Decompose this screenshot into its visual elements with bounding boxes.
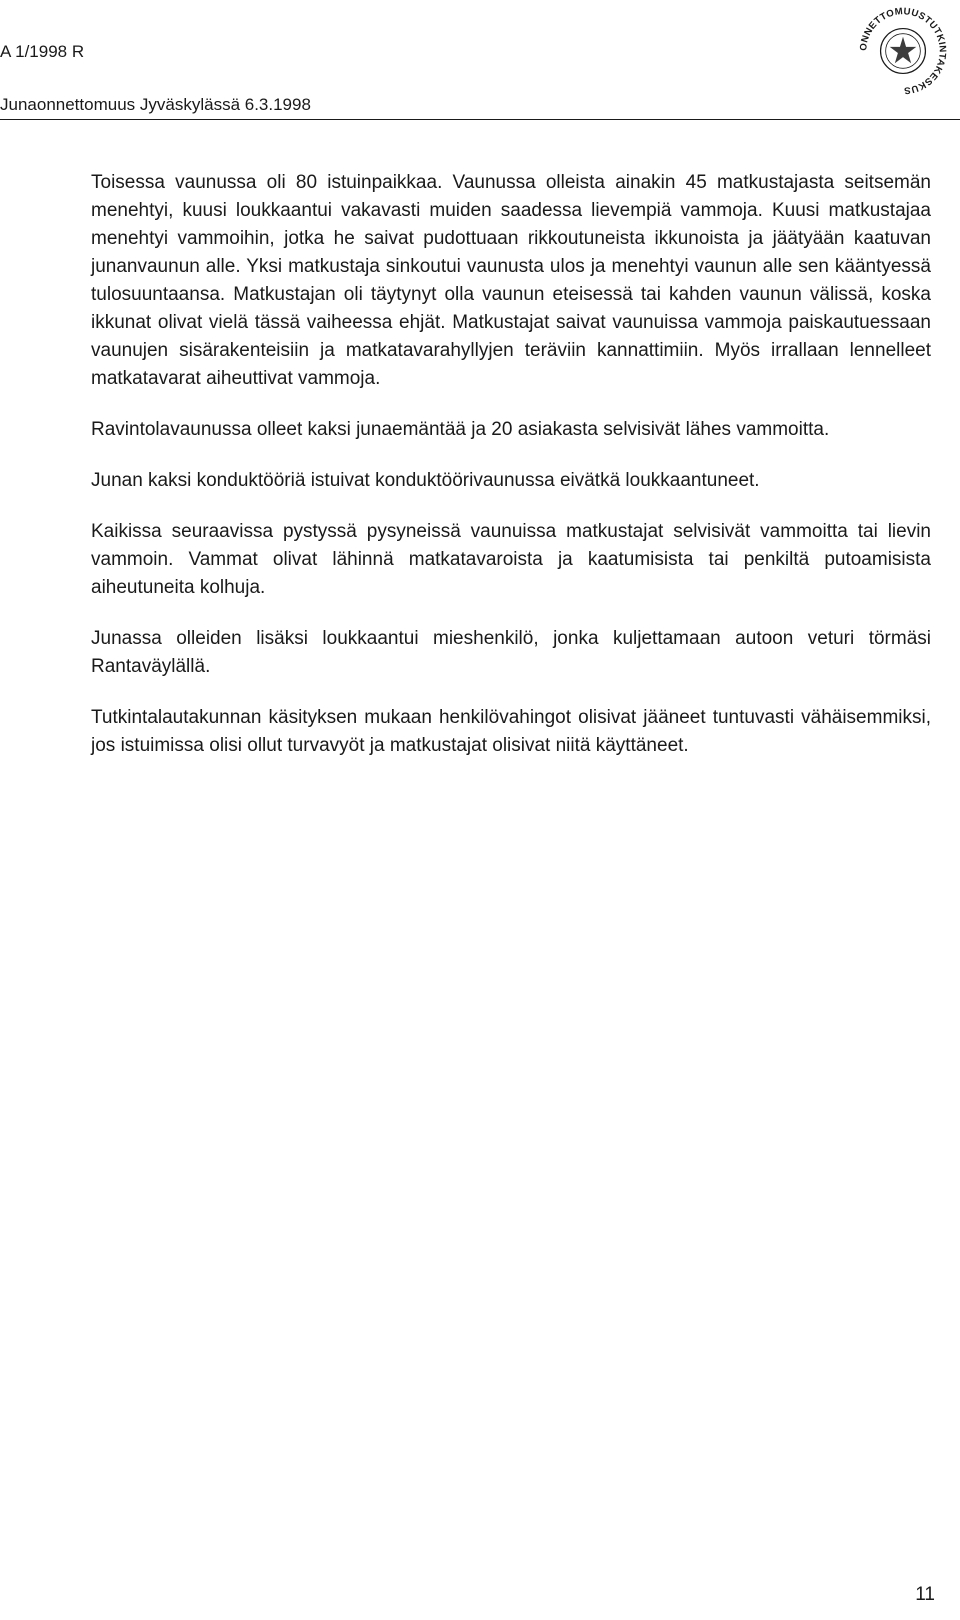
report-title: Junaonnettomuus Jyväskylässä 6.3.1998 (0, 95, 311, 114)
body-text (91, 169, 931, 783)
seal-text: ONNETTOMUUSTUTKINTAKESKUS (858, 6, 948, 96)
paragraph: Kaikissa seuraavissa pystyssä pysyneissä vaunuissa matkustajat selvisivät vammoitta tai lievin vammoin. Vammat olivat lähinnä matkatavaroista ja kaatumisista tai penkiltä putoamisista aiheutuneita kolhuja. (91, 521, 931, 598)
report-id: A 1/1998 R (0, 42, 85, 61)
paragraph: Junan kaksi konduktööriä istuivat konduktöörivaunussa eivätkä loukkaantuneet. (91, 470, 760, 491)
page-number: 11 (915, 1584, 935, 1605)
paragraph: Toisessa vaunussa oli 80 istuinpaikkaa. Vaunussa olleista ainakin 45 matkustajasta seitsemän menehtyi, kuusi loukkaantui vakavasti muiden saadessa lievempiä vammoja. Kuusi matkustajaa menehtyi vammoihin, jotka he saivat pudottuaan rikkoutuneista ikkunoista ja jäätyään kaatuvan junanvaunun alle. Yksi matkustaja sinkoutui vaunusta ulos ja menehtyi vaunun alle sen kääntyessä tulosuuntaansa. Matkustajan oli täytynyt olla vaunun eteisessä tai kahden vaunun välissä, koska ikkunat olivat vielä tässä vaiheessa ehjät. Matkustajat saivat vaunuissa vammoja paiskautuessaan vaunujen sisärakenteisiin ja matkatavarahyllyjen teräviin kannattimiin. Myös irrallaan lennelleet matkatavarat aiheuttivat vammoja. (91, 172, 931, 389)
header-divider (0, 119, 960, 120)
paragraph: Ravintolavaunussa olleet kaksi junaemäntää ja 20 asiakasta selvisivät lähes vammoitta. (91, 419, 830, 440)
paragraph: Junassa olleiden lisäksi loukkaantui mieshenkilö, jonka kuljettamaan autoon veturi törmäsi Rantaväylällä. (91, 628, 931, 677)
page-header (0, 0, 960, 114)
accident-investigation-board-seal-icon (852, 0, 954, 102)
paragraph: Tutkintalautakunnan käsityksen mukaan henkilövahingot olisivat jääneet tuntuvasti vähäisemmiksi, jos istuimissa olisi ollut turvavyöt ja matkustajat olisivat niitä käyttäneet. (91, 707, 931, 756)
